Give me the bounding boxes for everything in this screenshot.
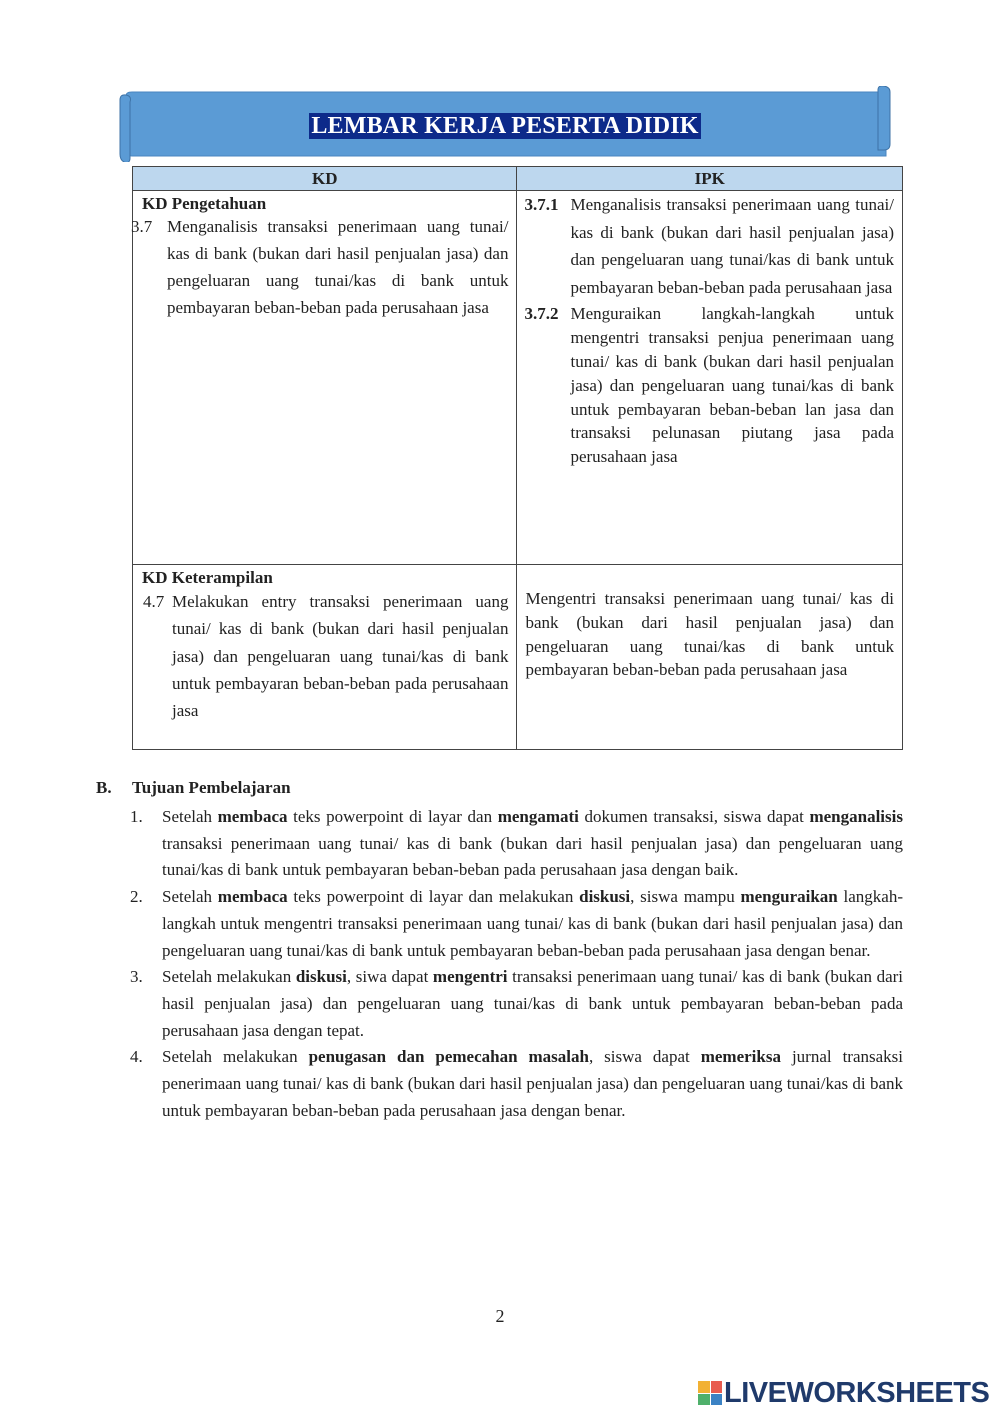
kd-text: Melakukan entry transaksi penerimaan uang tunai/ kas di bank (bukan dari hasil penjualan jasa) dan pengeluaran uang tunai/kas di bank untuk pembayaran beban-beban pada perusahaan jasa — [172, 592, 509, 721]
ipk-pengetahuan-cell — [517, 191, 903, 565]
list-item — [130, 1044, 903, 1124]
section-letter: B. — [96, 778, 112, 797]
list-item — [130, 964, 903, 1044]
section-heading: Tujuan Pembelajaran — [132, 778, 291, 797]
ipk-number: 3.7.2 — [524, 304, 559, 324]
goal-text: Setelah membaca teks powerpoint di layar dan melakukan diskusi, siswa mampu menguraikan langkah-langkah untuk mengentri transaksi penerimaan uang tunai/ kas di bank (bukan dari hasil penjualan jasa) dan pengeluaran uang tunai/kas di bank untuk pembayaran beban-beban pada perusahaan jasa dengan benar. — [162, 887, 903, 960]
kd-number: 4.7 — [143, 592, 165, 611]
kd-keterampilan-heading: KD Keterampilan — [142, 568, 273, 587]
table-row-pengetahuan — [133, 191, 903, 565]
header-kd: KD — [133, 167, 517, 191]
goal-text: Setelah membaca teks powerpoint di layar dan mengamati dokumen transaksi, siswa dapat menganalisis transaksi penerimaan uang tunai/ kas di bank (bukan dari hasil penjualan jasa) dan pengeluaran uang tunai/kas di bank untuk pembayaran beban-beban pada perusahaan jasa dengan baik. — [162, 807, 903, 880]
ipk-keterampilan-cell — [517, 565, 903, 750]
ipk-text: Menganalisis transaksi penerimaan uang tunai/ kas di bank (bukan dari hasil penjualan jasa) dan pengeluaran uang tunai/kas di bank untuk pembayaran beban-beban pada perusahaan jasa — [570, 195, 894, 297]
ipk-item — [524, 302, 894, 469]
list-item — [130, 884, 903, 964]
kd-item — [133, 588, 516, 724]
kd-pengetahuan-cell — [133, 191, 517, 565]
kd-ipk-table — [132, 166, 903, 750]
title-banner — [118, 86, 892, 162]
kd-text: Menganalisis transaksi penerimaan uang tunai/ kas di bank (bukan dari hasil penjualan jasa) dan pengeluaran uang tunai/kas di bank untuk pembayaran beban-beban pada perusahaan jasa — [167, 217, 509, 317]
header-ipk: IPK — [517, 167, 903, 191]
goal-number: 3. — [130, 967, 143, 987]
table-row-keterampilan — [133, 565, 903, 750]
section-title — [96, 778, 291, 798]
learning-goals-list — [130, 804, 903, 1124]
list-item — [130, 804, 903, 884]
kd-number: 3.7 — [131, 217, 153, 236]
goal-text: Setelah melakukan diskusi, siwa dapat mengentri transaksi penerimaan uang tunai/ kas di bank (bukan dari hasil penjualan jasa) dan pengeluaran uang tunai/kas di bank untuk pembayaran beban-beban pada perusahaan jasa dengan tepat. — [162, 967, 903, 1040]
kd-pengetahuan-heading: KD Pengetahuan — [142, 194, 267, 213]
ipk-item — [524, 191, 894, 301]
page-title: LEMBAR KERJA PESERTA DIDIK — [311, 113, 699, 139]
goal-number: 4. — [130, 1047, 143, 1067]
page-number: 2 — [495, 1306, 505, 1326]
liveworksheets-brand[interactable] — [698, 1377, 989, 1409]
liveworksheets-logo-icon — [698, 1381, 722, 1405]
ipk-number: 3.7.1 — [524, 195, 559, 214]
goal-number: 2. — [130, 887, 143, 907]
kd-keterampilan-cell — [133, 565, 517, 750]
brand-text: LIVEWORKSHEETS — [724, 1376, 990, 1409]
goal-text: Setelah melakukan penugasan dan pemecahan masalah, siswa dapat memeriksa jurnal transaksi penerimaan uang tunai/ kas di bank (bukan dari hasil penjualan jasa) dan pengeluaran uang tunai/kas di bank untuk pembayaran beban-beban pada perusahaan jasa dengan benar. — [162, 1047, 903, 1120]
kd-item — [131, 214, 516, 322]
ipk-text: Mengentri transaksi penerimaan uang tunai/ kas di bank (bukan dari hasil penjualan jasa) dan pengeluaran uang tunai/kas di bank untuk pembayaran beban-beban pada perusahaan jasa — [525, 589, 894, 680]
ipk-text: Menguraikan langkah-langkah untuk mengentri transaksi penjua penerimaan uang tunai/ kas di bank (bukan dari hasil penjualan jasa) dan pengeluaran uang tunai/kas di bank untuk pembayaran beban-beban lan jasa dan transaksi pelunasan piutang jasa pada perusahaan jasa — [570, 304, 894, 467]
table-header-row — [133, 167, 903, 191]
goal-number: 1. — [130, 807, 143, 826]
